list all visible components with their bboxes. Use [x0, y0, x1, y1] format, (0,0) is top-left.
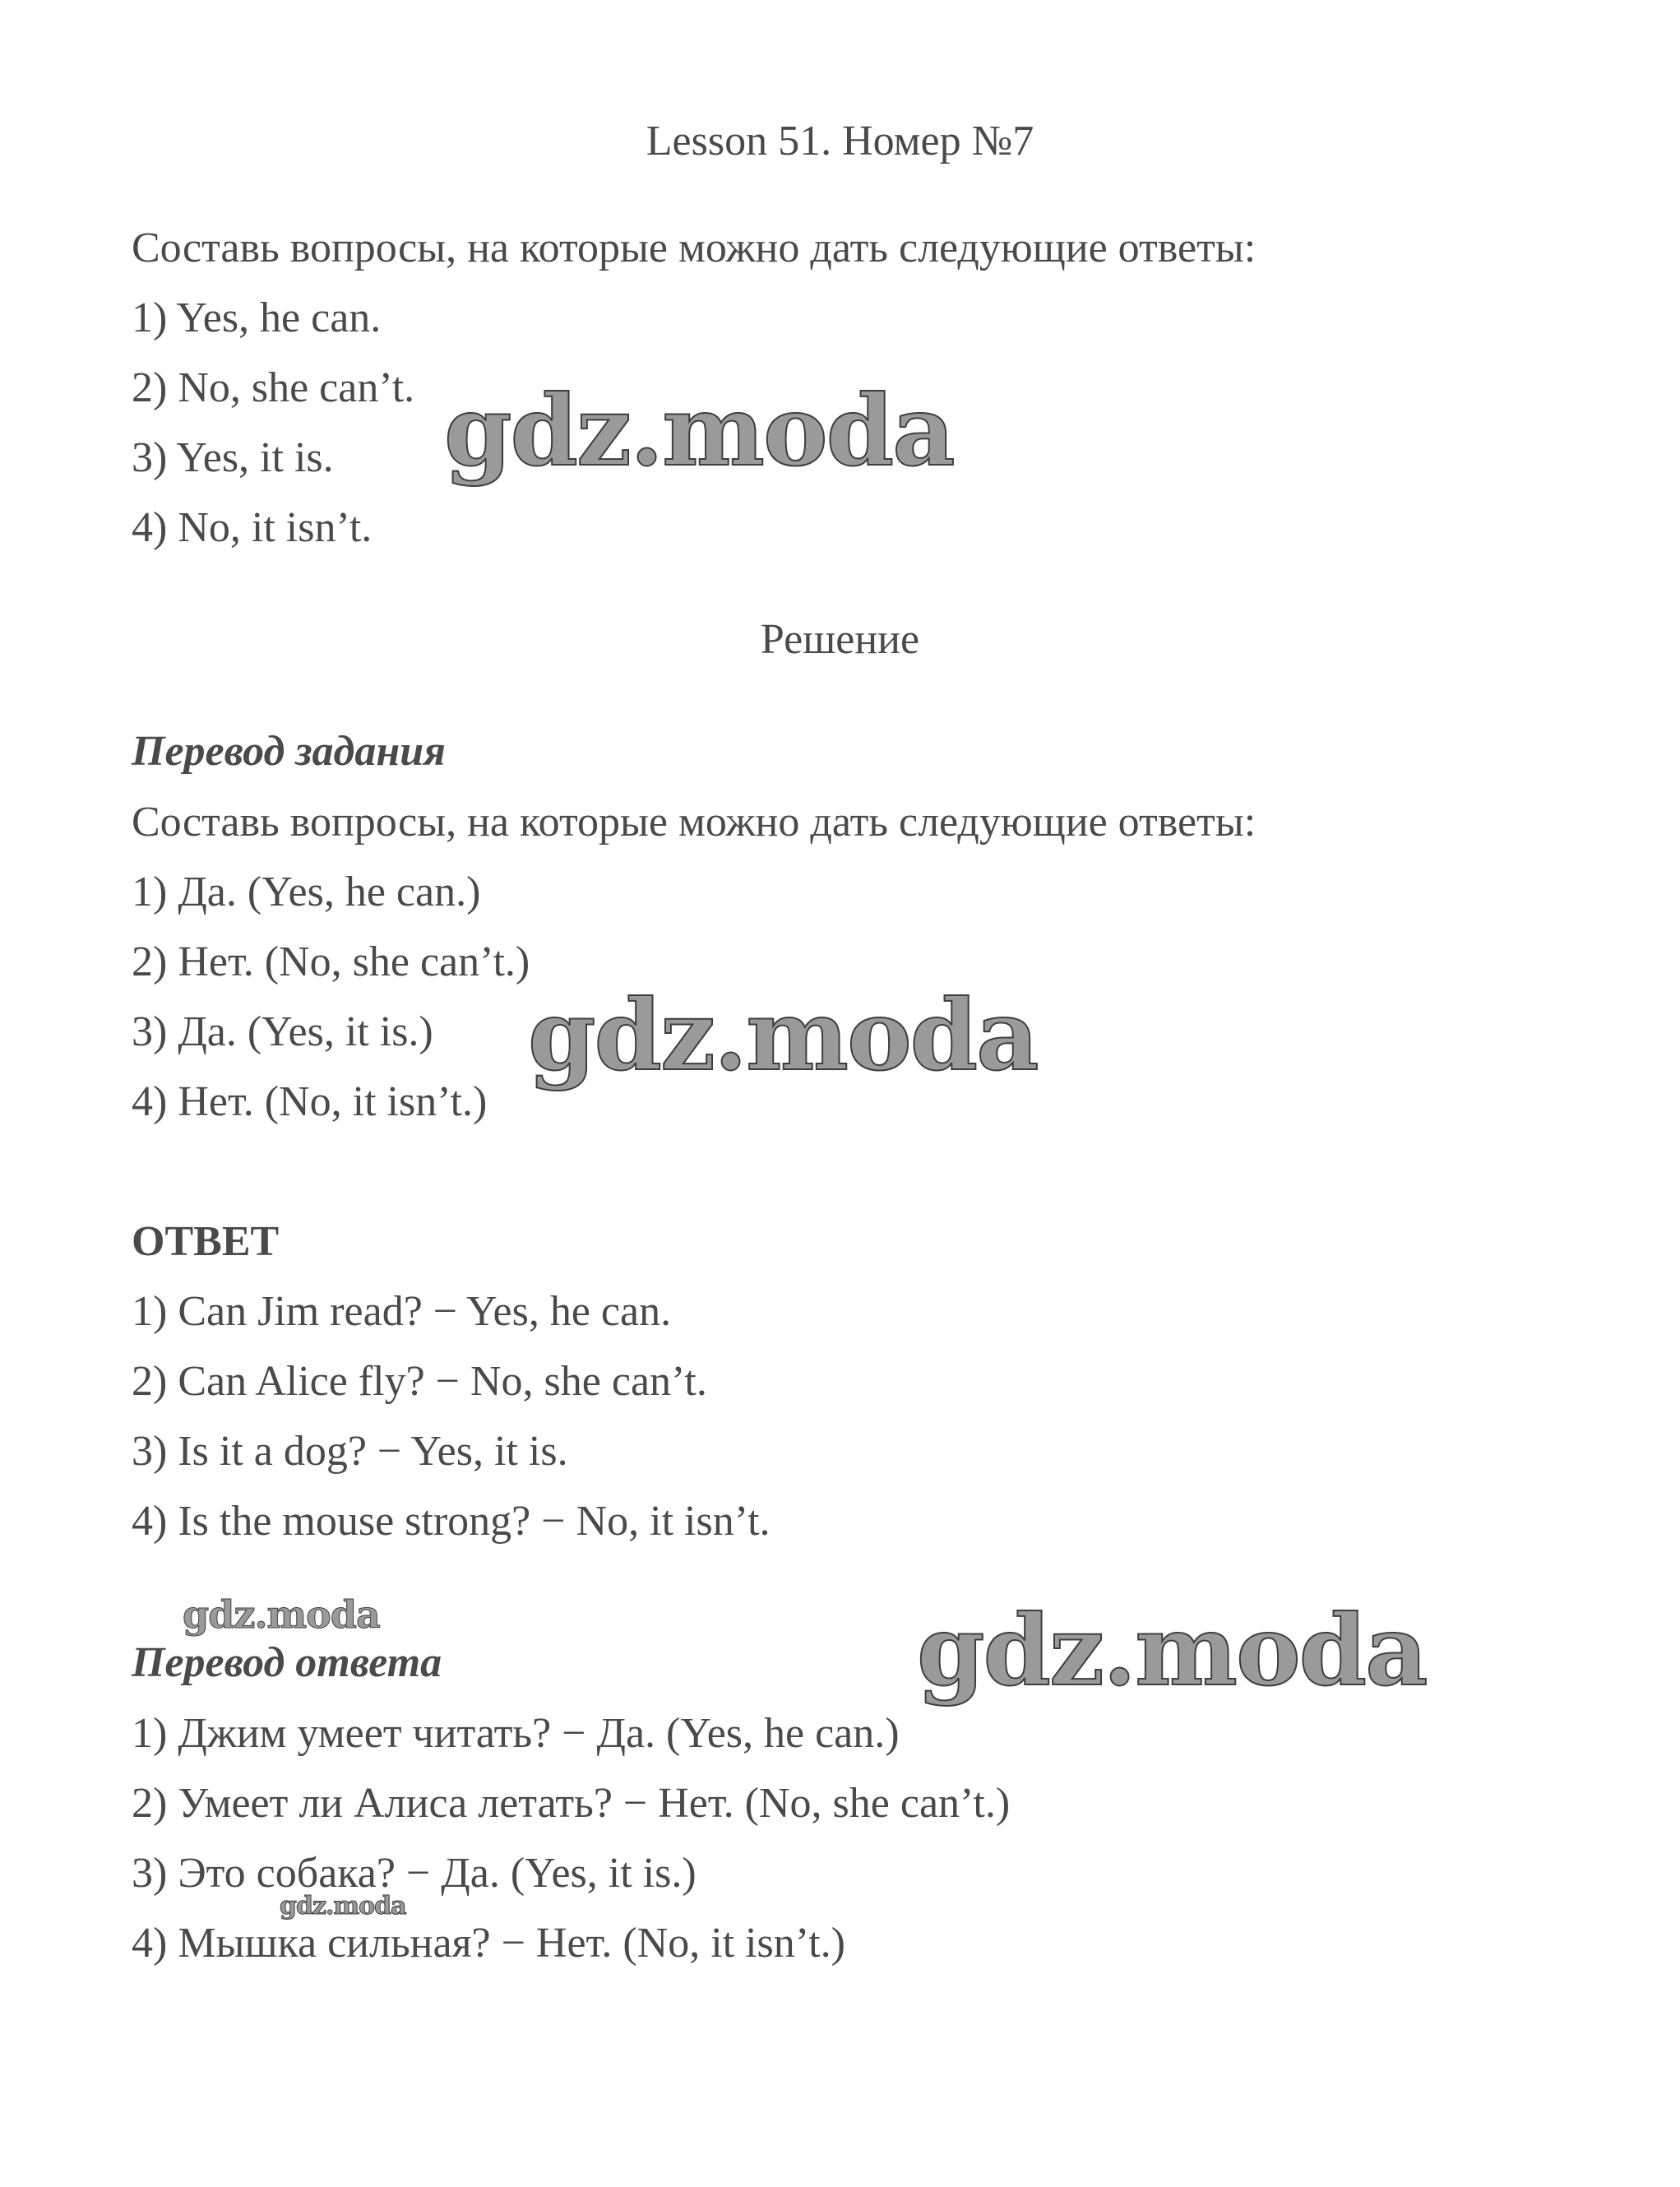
solution-heading: Решение: [760, 616, 920, 663]
watermark: gdz.moda: [183, 1592, 380, 1637]
answer-heading: ОТВЕТ: [132, 1218, 280, 1265]
translation-item: 2) Нет. (No, she can’t.): [132, 938, 530, 985]
watermark: gdz.moda: [280, 1892, 406, 1921]
task-item: 1) Yes, he can.: [132, 294, 382, 341]
watermark: gdz.moda: [528, 978, 1038, 1092]
answer-translation-item: 1) Джим умеет читать? − Да. (Yes, he can.): [132, 1710, 900, 1757]
answer-translation-item: 2) Умеет ли Алиса летать? − Нет. (No, she can’t.): [132, 1780, 1011, 1827]
watermark: gdz.moda: [444, 373, 954, 488]
answer-item: 2) Can Alice fly? − No, she can’t.: [132, 1358, 707, 1405]
translation-item: 4) Нет. (No, it isn’t.): [132, 1078, 488, 1125]
translation-item: 3) Да. (Yes, it is.): [132, 1008, 433, 1055]
translation-item: 1) Да. (Yes, he can.): [132, 869, 481, 915]
answer-item: 3) Is it a dog? − Yes, it is.: [132, 1428, 568, 1475]
answer-item: 4) Is the mouse strong? − No, it isn’t.: [132, 1498, 771, 1545]
page-title: Lesson 51. Номер №7: [646, 118, 1034, 164]
answer-translation-heading: Перевод ответа: [132, 1639, 442, 1686]
translation-heading: Перевод задания: [132, 728, 446, 775]
task-instruction: Составь вопросы, на которые можно дать следующие ответы:: [132, 225, 1257, 271]
answer-translation-item: 3) Это собака? − Да. (Yes, it is.): [132, 1850, 697, 1897]
translation-instruction: Составь вопросы, на которые можно дать следующие ответы:: [132, 799, 1257, 846]
answer-translation-item: 4) Мышка сильная? − Нет. (No, it isn’t.): [132, 1920, 845, 1967]
task-item: 4) No, it isn’t.: [132, 504, 373, 551]
task-item: 3) Yes, it is.: [132, 434, 334, 481]
answer-item: 1) Can Jim read? − Yes, he can.: [132, 1288, 672, 1335]
task-item: 2) No, she can’t.: [132, 364, 415, 411]
watermark: gdz.moda: [917, 1593, 1427, 1707]
